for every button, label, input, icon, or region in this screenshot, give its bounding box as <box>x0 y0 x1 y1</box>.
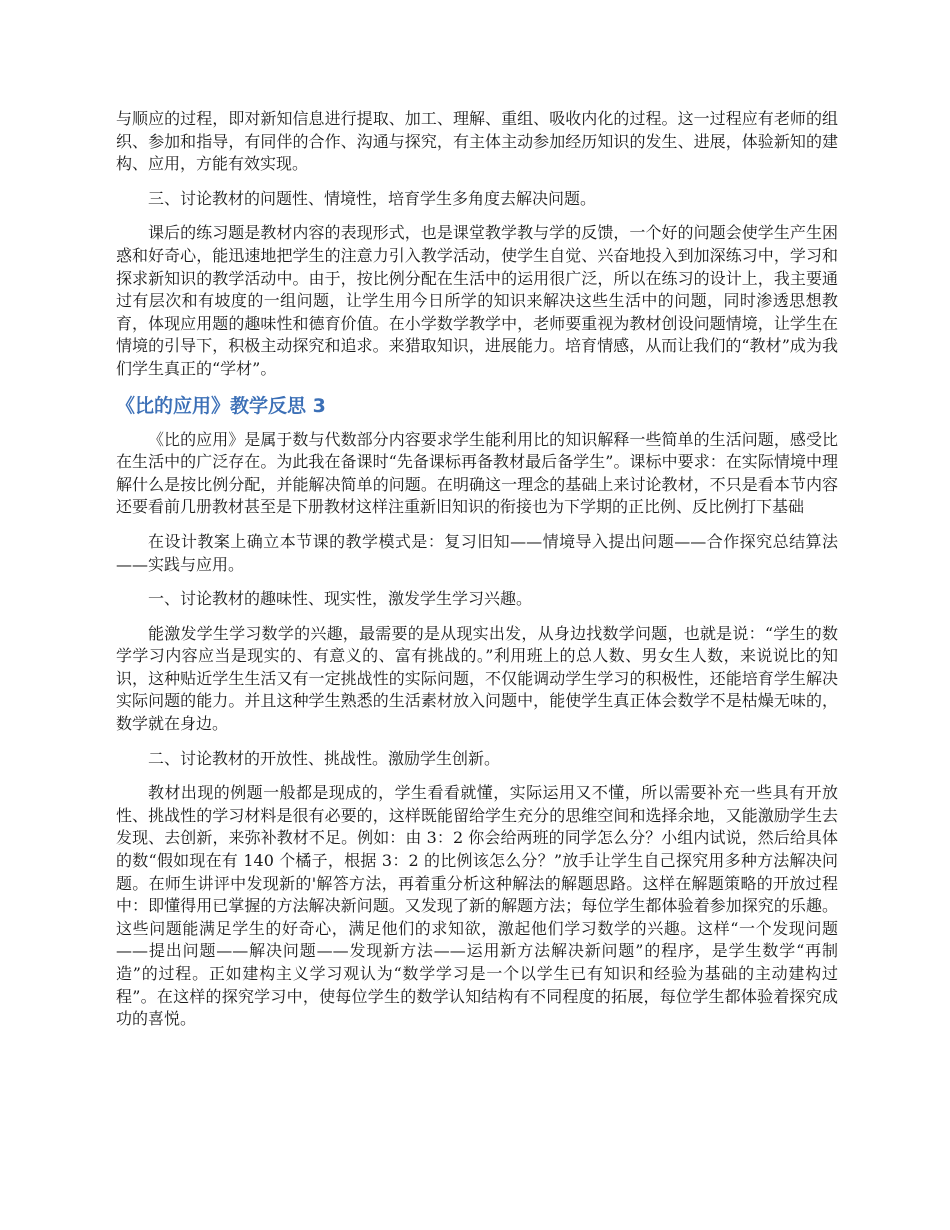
section-paragraph-6: 教材出现的例题一般都是现成的，学生看看就懂，实际运用又不懂，所以需要补充一些具有开放性、挑战性的学习材料是很有必要的，这样既能留给学生充分的思维空间和选择余地，又能激励学生去发现、去创新，来弥补教材不足。例如：由 3：2 你会给两班的同学怎么分？小组内试说，然后给具体的数“假如现在有 140 个橘子，根据 3：2 的比例该怎么分？”放手让学生自己探究用多种方法解决问题。在师生讲评中发现新的'解答方法，再着重分析这种解法的解题思路。这样在解题策略的开放过程中：即懂得用已掌握的方法解决新问题。又发现了新的解题方法；每位学生都体验着参加探究的乐趣。这些问题能满足学生的好奇心，满足他们的求知欲，激起他们学习数学的兴趣。这样“一个发现问题——提出问题——解决问题——发现新方法——运用新方法解决新问题”的程序，是学生数学“再制造”的过程。正如建构主义学习观认为“数学学习是一个以学生已有知识和经验为基础的主动建构过程”。在这样的探究学习中，使每位学生的数学认知结构有不同程度的拓展，每位学生都体验着探究成功的喜悦。 <box>116 783 838 1029</box>
intro-paragraph-1: 与顺应的过程，即对新知信息进行提取、加工、理解、重组、吸收内化的过程。这一过程应有老师的组织、参加和指导，有同伴的合作、沟通与探究，有主体主动参加经历知识的发生、进展，体验新知的建构、应用，方能有效实现。 <box>116 109 838 174</box>
section-paragraph-2: 在设计教案上确立本节课的教学模式是：复习旧知——情境导入提出问题——合作探究总结算法——实践与应用。 <box>116 531 838 574</box>
section-paragraph-1: 《比的应用》是属于数与代数部分内容要求学生能利用比的知识解释一些简单的生活问题，感受比在生活中的广泛存在。为此我在备课时“先备课标再备教材最后备学生”。课标中要求：在实际情境中理解什么是按比例分配，并能解决简单的问题。在明确这一理念的基础上来讨论教材，不只是看本节内容还要看前几册教材甚至是下册教材这样注重新旧知识的衔接也为下学期的正比例、反比例打下基础 <box>116 429 838 517</box>
section-paragraph-5: 二、讨论教材的开放性、挑战性。激励学生创新。 <box>148 748 501 768</box>
section-paragraph-3: 一、讨论教材的趣味性、现实性，激发学生学习兴趣。 <box>148 589 533 609</box>
document-page <box>116 108 838 1043</box>
section-heading: 《比的应用》教学反思 3 <box>116 394 326 417</box>
intro-paragraph-2: 三、讨论教材的问题性、情境性，培育学生多角度去解决问题。 <box>148 188 597 208</box>
section-paragraph-4: 能激发学生学习数学的兴趣，最需要的是从现实出发，从身边找数学问题，也就是说：“学生的数学学习内容应当是现实的、有意义的、富有挑战的。”利用班上的总人数、男女生人数，来说说比的知识，这种贴近学生生活又有一定挑战性的实际问题，不仅能调动学生学习的积极性，还能培育学生解决实际问题的能力。并且这种学生熟悉的生活素材放入问题中，能使学生真正体会数学不是枯燥无味的，数学就在身边。 <box>116 623 838 734</box>
intro-paragraph-3: 课后的练习题是教材内容的表现形式，也是课堂教学教与学的反馈，一个好的问题会使学生产生困惑和好奇心，能迅速地把学生的注意力引入教学活动，使学生自觉、兴奋地投入到加深练习中，学习和探求新知识的教学活动中。由于，按比例分配在生活中的运用很广泛，所以在练习的设计上，我主要通过有层次和有坡度的一组问题，让学生用今日所学的知识来解决这些生活中的问题，同时渗透思想教育，体现应用题的趣味性和德育价值。在小学数学教学中，老师要重视为教材创设问题情境，让学生在情境的引导下，积极主动探究和追求。来猎取知识，进展能力。培育情感，从而让我们的“教材”成为我们学生真正的“学材”。 <box>116 223 838 378</box>
